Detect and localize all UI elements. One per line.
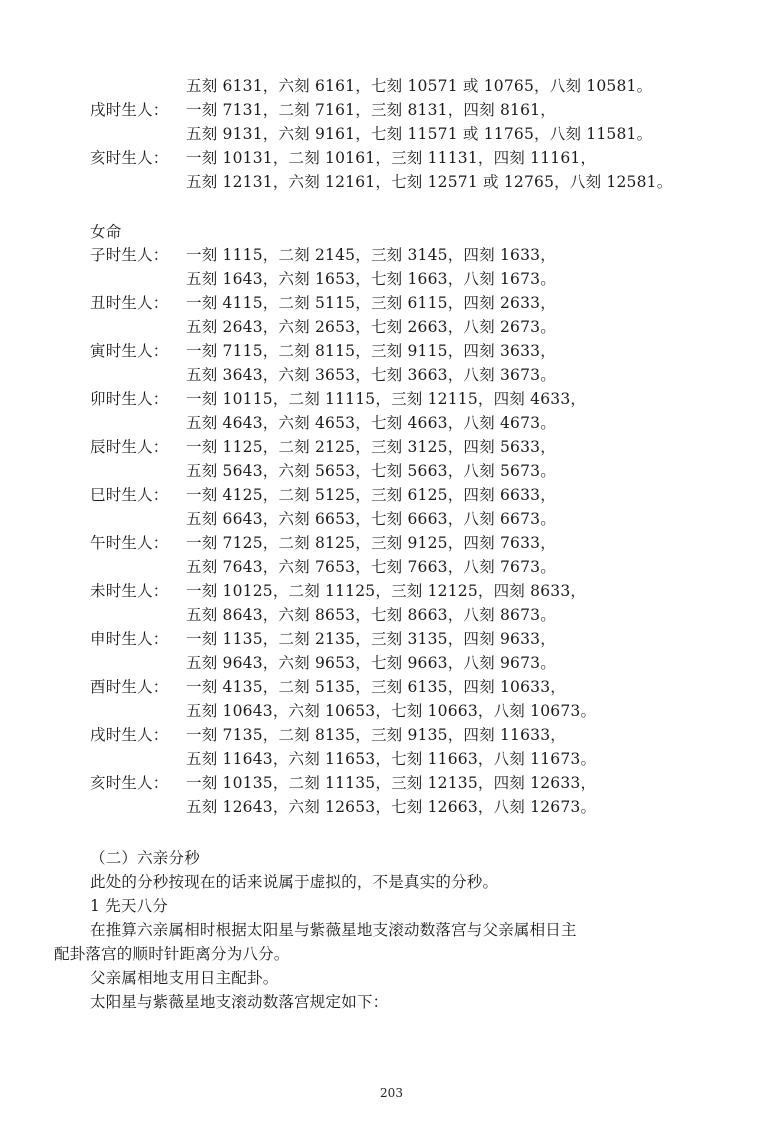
row-label: 寅时生人： xyxy=(90,342,169,360)
row-line: 一刻 7115，二刻 8115，三刻 9115，四刻 3633， xyxy=(186,342,556,360)
row-line: 一刻 7131，二刻 7161，三刻 8131，四刻 8161， xyxy=(186,101,556,119)
row-label: 酉时生人： xyxy=(90,678,169,696)
female-row xyxy=(90,341,556,361)
row-line: 一刻 4125，二刻 5125，三刻 6125，四刻 6633， xyxy=(186,486,556,504)
row-line: 一刻 10115，二刻 11115，三刻 12115，四刻 4633， xyxy=(186,390,587,408)
row-label: 戌时生人： xyxy=(90,101,169,119)
paragraph-line: 配卦落宫的顺时针距离分为八分。 xyxy=(54,945,290,963)
row-continuation: 五刻 2643，六刻 2653，七刻 2663，八刻 2673。 xyxy=(186,318,556,336)
row-label: 未时生人： xyxy=(90,582,169,600)
female-row xyxy=(90,245,556,265)
row-continuation: 五刻 9131，六刻 9161，七刻 11571 或 11765，八刻 11581。 xyxy=(186,125,653,143)
row-line: 一刻 7135，二刻 8135，三刻 9135，四刻 11633， xyxy=(186,726,566,744)
paragraph-line: 父亲属相地支用日主配卦。 xyxy=(90,969,279,987)
row-label: 卯时生人： xyxy=(90,390,169,408)
row-line: 一刻 1115，二刻 2145，三刻 3145，四刻 1633， xyxy=(186,246,556,264)
row-continuation: 五刻 9643，六刻 9653，七刻 9663，八刻 9673。 xyxy=(186,654,556,672)
female-row xyxy=(90,389,586,409)
row-label: 亥时生人： xyxy=(90,774,169,792)
female-row xyxy=(90,485,556,505)
row-line: 一刻 1135，二刻 2135，三刻 3135，四刻 9633， xyxy=(186,630,556,648)
female-row xyxy=(90,725,566,745)
paragraph-line: 太阳星与紫薇星地支滚动数落宫规定如下： xyxy=(90,993,389,1011)
female-row xyxy=(90,581,586,601)
row-label: 亥时生人： xyxy=(90,149,169,167)
row-continuation: 五刻 11643，六刻 11653，七刻 11663，八刻 11673。 xyxy=(186,750,597,768)
row-line: 一刻 10131，二刻 10161，三刻 11131，四刻 11161， xyxy=(186,149,597,167)
paragraph-line: 在推算六亲属相时根据太阳星与紫薇星地支滚动数落宫与父亲属相日主 xyxy=(90,921,577,939)
female-heading: 女命 xyxy=(90,223,122,241)
page-number: 203 xyxy=(380,1086,403,1100)
row-continuation: 五刻 3643，六刻 3653，七刻 3663，八刻 3673。 xyxy=(186,366,556,384)
carryover-line: 五刻 6131，六刻 6161，七刻 10571 或 10765，八刻 10581。 xyxy=(186,77,653,95)
row-continuation: 五刻 4643，六刻 4653，七刻 4663，八刻 4673。 xyxy=(186,414,556,432)
row-continuation: 五刻 12643，六刻 12653，七刻 12663，八刻 12673。 xyxy=(186,798,597,816)
female-row xyxy=(90,293,556,313)
row-label: 申时生人： xyxy=(90,630,169,648)
section-heading: （二）六亲分秒 xyxy=(90,849,200,867)
row-label: 子时生人： xyxy=(90,246,169,264)
female-row xyxy=(90,533,556,553)
row-line: 一刻 7125，二刻 8125，三刻 9125，四刻 7633， xyxy=(186,534,556,552)
row-label: 辰时生人： xyxy=(90,438,169,456)
row-label: 午时生人： xyxy=(90,534,169,552)
row-line: 一刻 4115，二刻 5115，三刻 6115，四刻 2633， xyxy=(186,294,556,312)
row-continuation: 五刻 7643，六刻 7653，七刻 7663，八刻 7673。 xyxy=(186,558,556,576)
row-line: 一刻 10135，二刻 11135，三刻 12135，四刻 12633， xyxy=(186,774,597,792)
row-label: 戌时生人： xyxy=(90,726,169,744)
row-continuation: 五刻 12131，六刻 12161，七刻 12571 或 12765，八刻 12581。 xyxy=(186,173,673,191)
row-continuation: 五刻 6643，六刻 6653，七刻 6663，八刻 6673。 xyxy=(186,510,556,528)
female-row xyxy=(90,629,556,649)
female-row xyxy=(90,677,566,697)
row-line: 一刻 4135，二刻 5135，三刻 6135，四刻 10633， xyxy=(186,678,566,696)
row-continuation: 五刻 5643，六刻 5653，七刻 5663，八刻 5673。 xyxy=(186,462,556,480)
male-row xyxy=(90,100,556,120)
female-row xyxy=(90,437,556,457)
row-line: 一刻 1125，二刻 2125，三刻 3125，四刻 5633， xyxy=(186,438,556,456)
subsection-heading: 1 先天八分 xyxy=(90,897,168,915)
row-line: 一刻 10125，二刻 11125，三刻 12125，四刻 8633， xyxy=(186,582,587,600)
male-row xyxy=(90,148,596,168)
female-row xyxy=(90,773,596,793)
row-continuation: 五刻 1643，六刻 1653，七刻 1663，八刻 1673。 xyxy=(186,270,556,288)
row-label: 丑时生人： xyxy=(90,294,169,312)
row-continuation: 五刻 8643，六刻 8653，七刻 8663，八刻 8673。 xyxy=(186,606,556,624)
row-label: 巳时生人： xyxy=(90,486,169,504)
row-continuation: 五刻 10643，六刻 10653，七刻 10663，八刻 10673。 xyxy=(186,702,597,720)
section-intro: 此处的分秒按现在的话来说属于虚拟的，不是真实的分秒。 xyxy=(90,873,499,891)
